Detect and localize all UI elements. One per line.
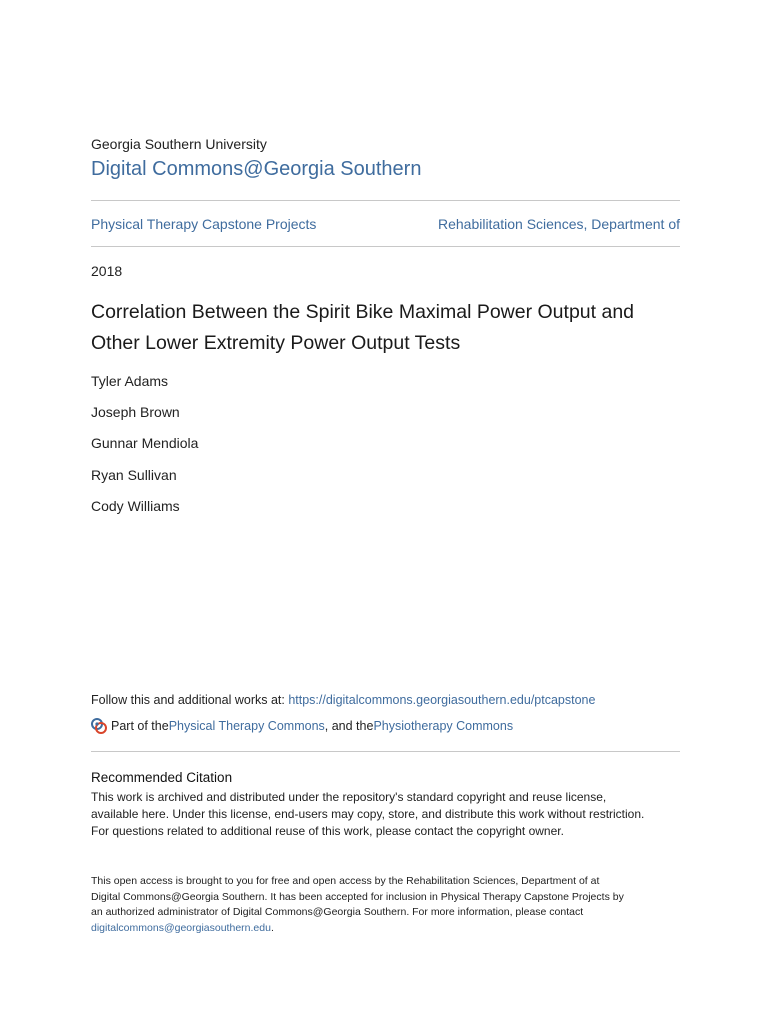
- document-title: Correlation Between the Spirit Bike Maximal Power Output and Other Lower Extremity Power Output Tests: [91, 301, 635, 354]
- follow-prefix: Follow this and additional works at:: [91, 693, 289, 707]
- citation-line: available here. Under this license, end-users may copy, store, and distribute this work without restriction.: [91, 807, 645, 821]
- divider: [91, 751, 680, 752]
- open-access-statement: [91, 874, 681, 936]
- collection-url-link[interactable]: https://digitalcommons.georgiasouthern.edu/ptcapstone: [288, 693, 596, 707]
- publication-year: 2018: [91, 263, 123, 279]
- part-of-prefix: Part of the: [111, 719, 169, 733]
- footer-line: Digital Commons@Georgia Southern. It has been accepted for inclusion in Physical Therapy Capstone Projects by: [91, 890, 624, 903]
- footer-end: .: [270, 921, 274, 934]
- physical-therapy-commons-link[interactable]: Physical Therapy Commons: [168, 719, 325, 733]
- author-name: Tyler Adams: [91, 373, 169, 389]
- author-name: Cody Williams: [91, 498, 180, 514]
- author-name: Joseph Brown: [91, 404, 180, 420]
- footer-line: an authorized administrator of Digital Commons@Georgia Southern. For more information, please contact: [91, 906, 584, 918]
- contact-email-link[interactable]: digitalcommons@georgiasouthern.edu: [91, 921, 271, 934]
- citation-line: For questions related to additional reuse of this work, please contact the copyright owner.: [91, 824, 564, 838]
- footer-line: This open access is brought to you for free and open access by the Rehabilitation Sciences, Department of at: [91, 875, 600, 887]
- institution-name: Georgia Southern University: [91, 136, 267, 152]
- divider: [91, 246, 680, 247]
- series-link[interactable]: Physical Therapy Capstone Projects: [91, 216, 317, 232]
- department-link[interactable]: Rehabilitation Sciences, Department of: [437, 216, 680, 232]
- recommended-citation-heading: Recommended Citation: [91, 770, 233, 785]
- author-name: Ryan Sullivan: [91, 467, 177, 483]
- physiotherapy-commons-link[interactable]: Physiotherapy Commons: [373, 719, 514, 733]
- author-name: Gunnar Mendiola: [91, 435, 199, 451]
- part-of-middle: , and the: [324, 719, 374, 733]
- recommended-citation-text: [91, 789, 691, 840]
- repository-link[interactable]: Digital Commons@Georgia Southern: [91, 158, 422, 180]
- bepress-network-icon: [91, 718, 107, 734]
- divider: [91, 200, 680, 201]
- follow-line: [91, 693, 595, 707]
- citation-line: This work is archived and distributed under the repository's standard copyright and reuse license,: [91, 790, 607, 804]
- part-of-line: [91, 718, 513, 734]
